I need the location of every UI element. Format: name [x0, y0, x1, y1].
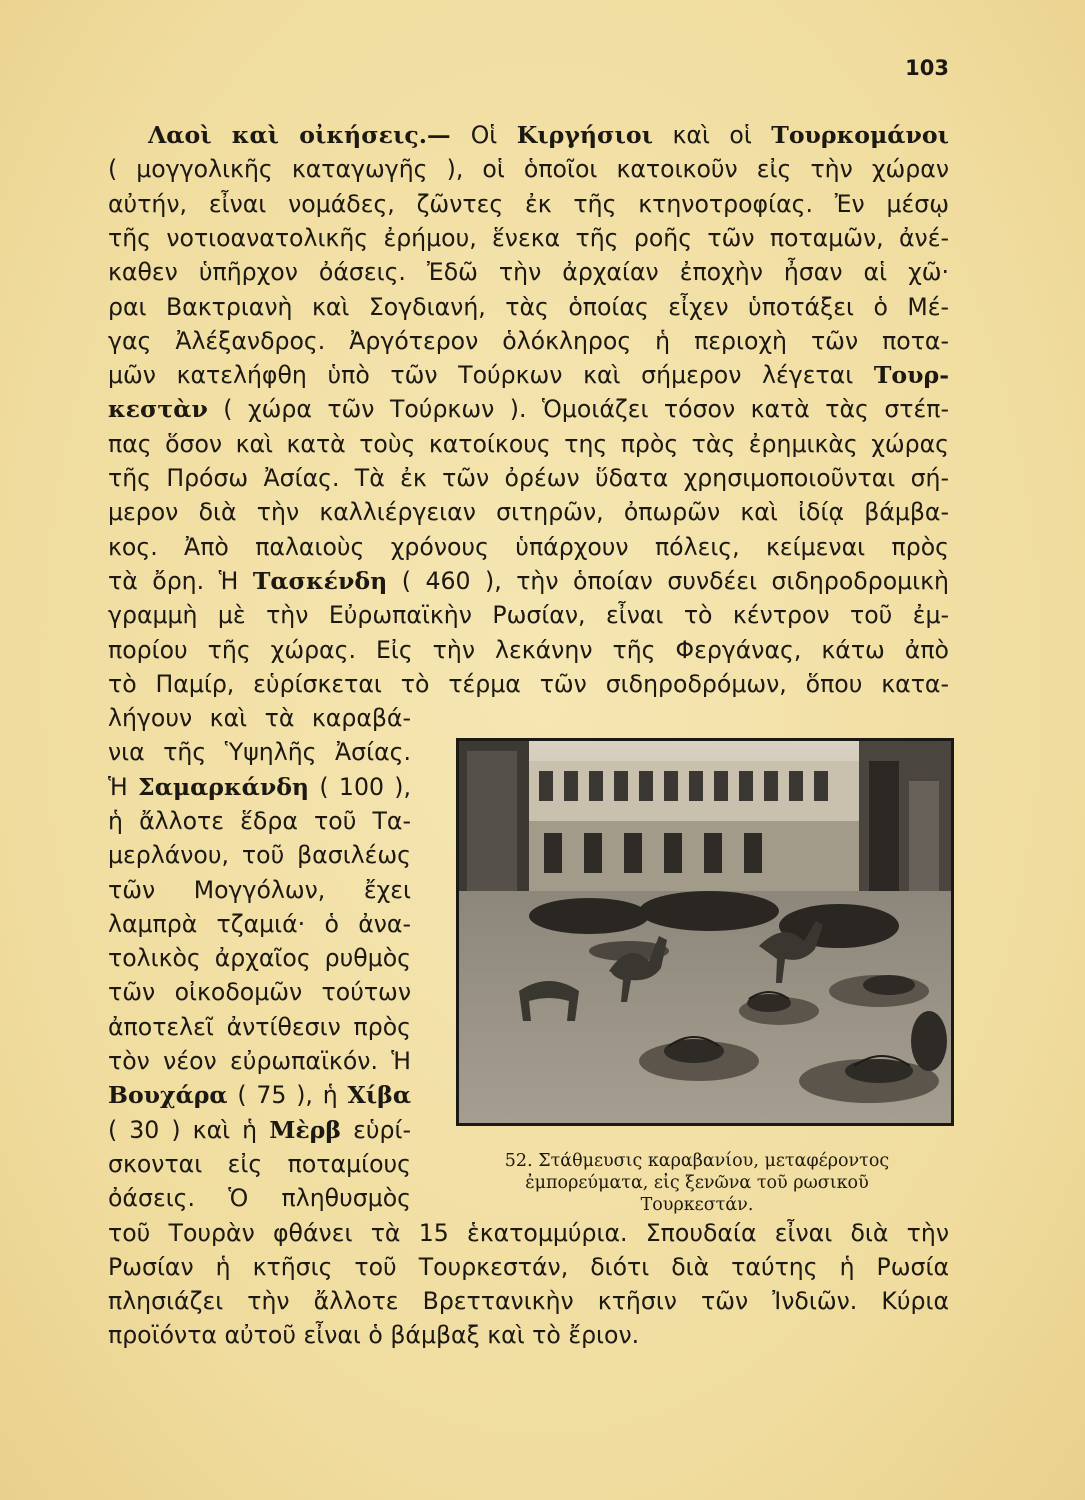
- body-line: [108, 667, 949, 701]
- narrow-body-line: [108, 907, 411, 941]
- body-line: [108, 598, 949, 632]
- body-line: [108, 633, 949, 667]
- narrow-body-line: [108, 1147, 411, 1181]
- text-run: ( χώρα τῶν Τούρκων ). Ὁμοιάζει τόσον κατὰ τὰς στέπ-: [207, 395, 949, 423]
- text-run: πορίου τῆς χώρας. Εἰς τὴν λεκάνην τῆς Φεργάνας, κάτω ἀπὸ: [108, 636, 949, 664]
- text-run: τῶν οἰκοδομῶν τούτων: [108, 978, 411, 1006]
- text-run: Ρωσίαν ἡ κτῆσις τοῦ Τουρκεστάν, διότι διὰ ταύτης ἡ Ρωσία: [108, 1253, 949, 1281]
- body-line: [108, 1284, 949, 1318]
- figure-caption-line-2: ἐμπορεύματα, εἰς ξενῶνα τοῦ ρωσικοῦ: [525, 1173, 869, 1193]
- body-line: [108, 461, 949, 495]
- page-number: 103: [905, 56, 949, 80]
- body-line: [108, 152, 949, 186]
- figure-caption-line-1: 52. Στάθμευσις καραβανίου, μεταφέροντος: [504, 1151, 890, 1171]
- text-run: ( 460 ), τὴν ὁποίαν συνδέει σιδηροδρομικὴ: [387, 567, 949, 595]
- text-run: ( μογγολικῆς καταγωγῆς ), οἱ ὁποῖοι κατοικοῦν εἰς τὴν χώραν: [108, 155, 949, 183]
- body-line: [108, 530, 949, 564]
- narrow-body-line: [108, 873, 411, 907]
- text-run: ὀάσεις. Ὁ πληθυσμὸς: [108, 1184, 411, 1212]
- narrow-body-line: [108, 1181, 411, 1215]
- text-run: μερον διὰ τὴν καλλιέργειαν σιτηρῶν, ὀπωρῶν καὶ ἰδίᾳ βάμβα-: [108, 498, 949, 526]
- caravan-photo-illustration: [459, 741, 951, 1123]
- text-run: ( 30 ) καὶ ἡ: [108, 1116, 270, 1144]
- text-run: τοῦ Τουρὰν φθάνει τὰ 15 ἑκατομμύρια. Σπουδαία εἶναι διὰ τὴν: [108, 1219, 949, 1247]
- text-run: μῶν κατελήφθη ὑπὸ τῶν Τούρκων καὶ σήμερον λέγεται: [108, 361, 874, 389]
- narrow-body-line: [108, 1044, 411, 1078]
- text-run: λήγουν καὶ τὰ καραβά-: [108, 704, 411, 732]
- body-line: [108, 1250, 949, 1284]
- text-run: καὶ οἱ: [653, 121, 772, 149]
- body-line: [108, 221, 949, 255]
- text-run: εὑρί-: [341, 1116, 411, 1144]
- text-run: Χίβα: [347, 1081, 411, 1109]
- body-line: [108, 290, 949, 324]
- narrow-body-line: [108, 1113, 411, 1147]
- text-run: νια τῆς Ὑψηλῆς Ἀσίας.: [108, 738, 411, 766]
- text-run: καθεν ὑπῆρχον ὀάσεις. Ἐδῶ τὴν ἀρχαίαν ἐποχὴν ἦσαν αἱ χῶ·: [108, 258, 949, 286]
- narrow-body-line: [108, 975, 411, 1009]
- narrow-body-line: [108, 735, 411, 769]
- text-run: Ἡ: [108, 773, 139, 801]
- text-run: Τασκένδη: [252, 567, 388, 595]
- text-run: σκονται εἰς ποταμίους: [108, 1150, 411, 1178]
- text-run: ( 100 ),: [309, 773, 411, 801]
- text-run: Μὲρβ: [269, 1116, 342, 1144]
- text-run: ἀποτελεῖ ἀντίθεσιν πρὸς: [108, 1013, 411, 1041]
- body-line: [108, 564, 949, 598]
- body-line: [148, 118, 949, 152]
- text-run: πλησιάζει τὴν ἄλλοτε Βρεττανικὴν κτῆσιν τῶν Ἰνδιῶν. Κύρια: [108, 1287, 949, 1315]
- text-run: τὸ Παμίρ, εὑρίσκεται τὸ τέρμα τῶν σιδηροδρόμων, ὅπου κατα-: [108, 670, 949, 698]
- text-run: γας Ἀλέξανδρος. Ἀργότερον ὁλόκληρος ἡ περιοχὴ τῶν ποτα-: [108, 327, 949, 355]
- body-line: [108, 495, 949, 529]
- narrow-body-line: [108, 770, 411, 804]
- text-run: τὸν νέον εὐρωπαϊκόν. Ἡ: [108, 1047, 411, 1075]
- narrow-body-line: [108, 838, 411, 872]
- section-heading: Λαοὶ καὶ οἰκήσεις.—: [148, 121, 471, 149]
- text-run: ( 75 ), ἡ: [227, 1081, 348, 1109]
- text-run: κος. Ἀπὸ παλαιοὺς χρόνους ὑπάρχουν πόλεις, κείμεναι πρὸς: [108, 533, 949, 561]
- body-line: [108, 324, 949, 358]
- narrow-body-line: [108, 1078, 411, 1112]
- text-run: αὐτήν, εἶναι νομάδες, ζῶντες ἐκ τῆς κτηνοτροφίας. Ἐν μέσῳ: [108, 190, 949, 218]
- text-run: Τουρ-: [873, 361, 949, 389]
- text-run: τὰ ὄρη. Ἡ: [108, 567, 253, 595]
- narrow-body-line: [108, 941, 411, 975]
- body-line: [108, 255, 949, 289]
- text-run: ραι Βακτριανὴ καὶ Σογδιανή, τὰς ὁποίας εἶχεν ὑποτάξει ὁ Μέ-: [108, 293, 949, 321]
- text-run: γραμμὴ μὲ τὴν Εὐρωπαϊκὴν Ρωσίαν, εἶναι τὸ κέντρον τοῦ ἐμ-: [108, 601, 949, 629]
- narrow-body-line: [108, 1010, 411, 1044]
- text-run: Οἱ: [470, 121, 517, 149]
- text-run: τολικὸς ἀρχαῖος ρυθμὸς: [108, 944, 411, 972]
- body-line: [108, 427, 949, 461]
- caravan-photo: [456, 738, 954, 1126]
- text-run: τῶν Μογγόλων, ἔχει: [108, 876, 411, 904]
- body-line: [108, 392, 949, 426]
- body-line: [108, 1216, 949, 1250]
- text-run: πας ὅσον καὶ κατὰ τοὺς κατοίκους της πρὸς τὰς ἐρημικὰς χώρας: [108, 430, 949, 458]
- text-run: τῆς νοτιοανατολικῆς ἐρήμου, ἕνεκα τῆς ροῆς τῶν ποταμῶν, ἀνέ-: [108, 224, 949, 252]
- text-run: Κιργήσιοι: [516, 121, 654, 149]
- text-run: Σαμαρκάνδη: [138, 773, 310, 801]
- text-run: Τουρκομάνοι: [771, 121, 949, 149]
- body-line: [108, 1318, 949, 1352]
- text-run: κεστὰν: [108, 395, 208, 423]
- text-run: Βουχάρα: [108, 1081, 228, 1109]
- body-line: [108, 187, 949, 221]
- narrow-body-line: [108, 701, 411, 735]
- text-run: προϊόντα αὐτοῦ εἶναι ὁ βάμβαξ καὶ τὸ ἔριον.: [108, 1321, 640, 1349]
- body-line: [108, 358, 949, 392]
- text-run: λαμπρὰ τζαμιά· ὁ ἀνα-: [108, 910, 411, 938]
- text-run: τῆς Πρόσω Ἀσίας. Τὰ ἐκ τῶν ὀρέων ὕδατα χρησιμοποιοῦνται σή-: [108, 464, 949, 492]
- text-run: μερλάνου, τοῦ βασιλέως: [108, 841, 411, 869]
- text-run: ἡ ἄλλοτε ἕδρα τοῦ Τα-: [108, 807, 411, 835]
- narrow-body-line: [108, 804, 411, 838]
- figure-caption-line-3: Τουρκεστάν.: [640, 1195, 754, 1215]
